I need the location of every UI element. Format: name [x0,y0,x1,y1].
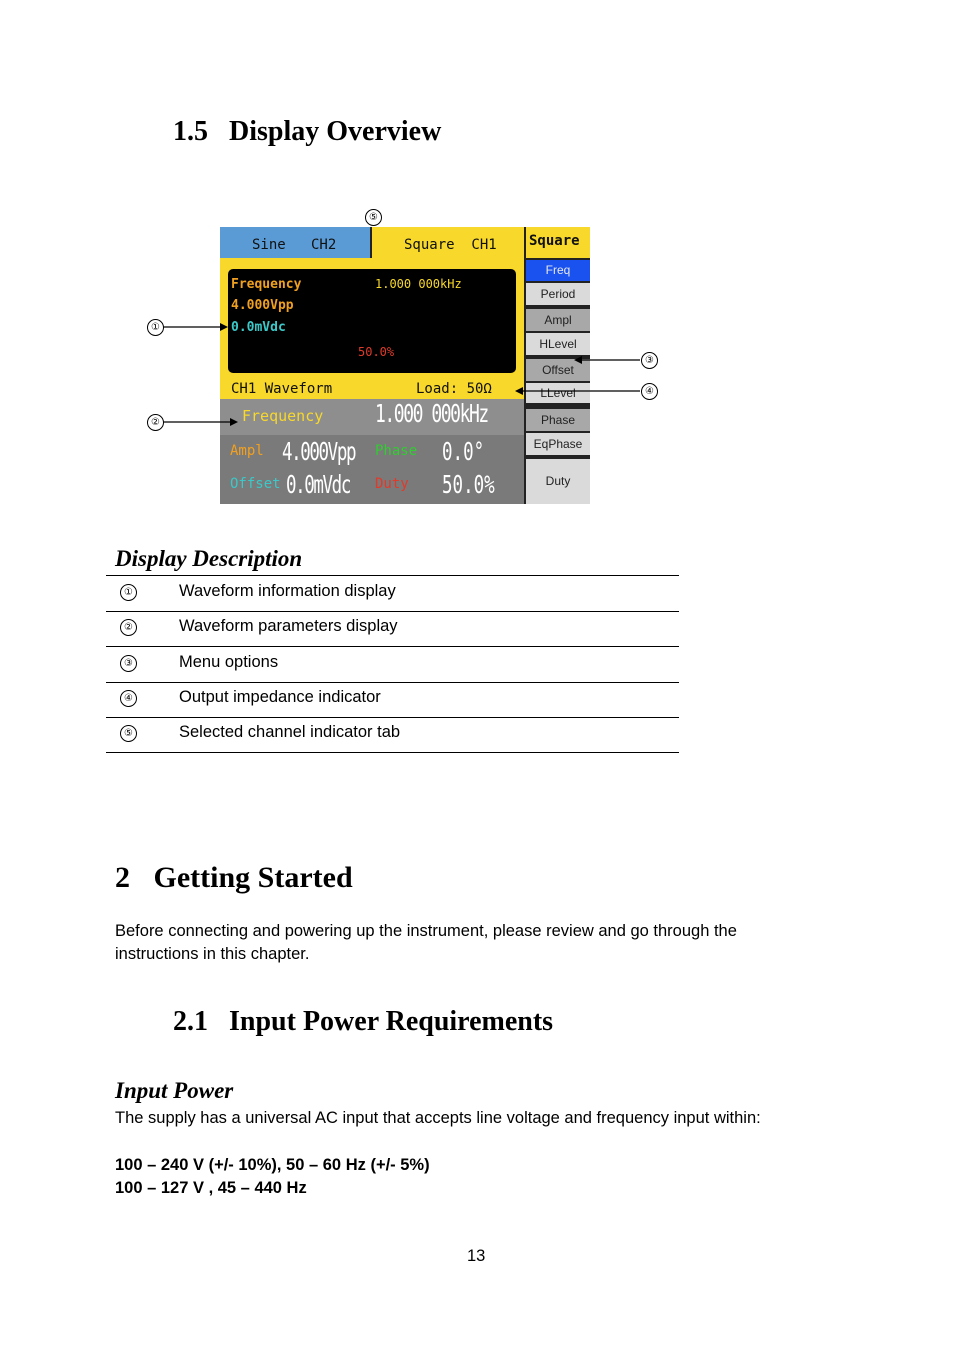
menu-duty[interactable]: Duty [526,459,590,504]
section-title: Getting Started [153,861,353,894]
callout-2: ② [147,414,164,431]
param-phase-value: 0.0° [442,437,485,466]
param-offset-value: 0.0mVdc [286,470,350,499]
menu-eqphase[interactable]: EqPhase [526,433,590,455]
section-heading-2 [115,861,353,895]
page-number: 13 [467,1247,486,1265]
input-power-spec-2: 100 – 127 V , 45 – 440 Hz [115,1179,307,1197]
menu-title: Square [529,233,580,249]
menu-period[interactable]: Period [526,283,590,305]
section-2-intro: Before connecting and powering up the instrument, please review and go through the instructions in this chapter. [115,922,737,963]
callout-5: ⑤ [365,209,382,226]
description-row: ① Waveform information display [106,576,679,612]
info-ampl: 4.000Vpp [231,298,294,313]
description-row: ④ Output impedance indicator [106,682,679,718]
callout-3: ③ [641,352,658,369]
menu-offset[interactable]: Offset [526,359,590,381]
callout-1: ① [147,319,164,336]
menu-llevel[interactable]: LLevel [526,383,590,403]
info-offset: 0.0mVdc [231,320,286,335]
param-offset-label: Offset [230,476,281,492]
callout-4: ④ [641,383,658,400]
section-title: Input Power Requirements [229,1006,554,1037]
param-frequency-label: Frequency [242,407,324,425]
info-frequency-label: Frequency [231,277,302,292]
section-title: Display Overview [229,116,442,147]
param-duty-label: Duty [375,476,409,492]
section-heading-2-1 [173,1006,553,1038]
description-row: ③ Menu options [106,647,679,683]
description-row: ② Waveform parameters display [106,611,679,647]
callout-arrows [0,0,954,600]
section-number: 2.1 [173,1006,208,1037]
menu-hlevel[interactable]: HLevel [526,333,590,355]
input-power-text: The supply has a universal AC input that accepts line voltage and frequency input within: [115,1109,761,1127]
section-number: 1.5 [173,116,208,147]
menu-freq[interactable]: Freq [526,260,590,281]
status-waveform: CH1 Waveform [231,381,333,397]
param-ampl-value: 4.000Vpp [282,437,356,466]
menu-ampl[interactable]: Ampl [526,309,590,331]
description-row: ⑤ Selected channel indicator tab [106,717,679,753]
info-duty: 50.0% [358,345,395,359]
info-freq-value: 1.000 000kHz [375,277,462,291]
menu-phase[interactable]: Phase [526,409,590,431]
param-frequency-value: 1.000 000kHz [375,399,488,428]
input-power-title: Input Power [115,1078,234,1103]
channel-tab-inactive-label: Sine CH2 [252,237,337,253]
description-title: Display Description [115,546,303,571]
param-ampl-label: Ampl [230,443,264,459]
param-duty-value: 50.0% [442,470,495,499]
input-power-spec-1: 100 – 240 V (+/- 10%), 50 – 60 Hz (+/- 5%) [115,1156,430,1174]
section-number: 2 [115,861,130,894]
status-load: Load: 50Ω [416,381,492,397]
param-phase-label: Phase [375,443,418,459]
channel-tab-active-label: Square CH1 [404,237,497,253]
